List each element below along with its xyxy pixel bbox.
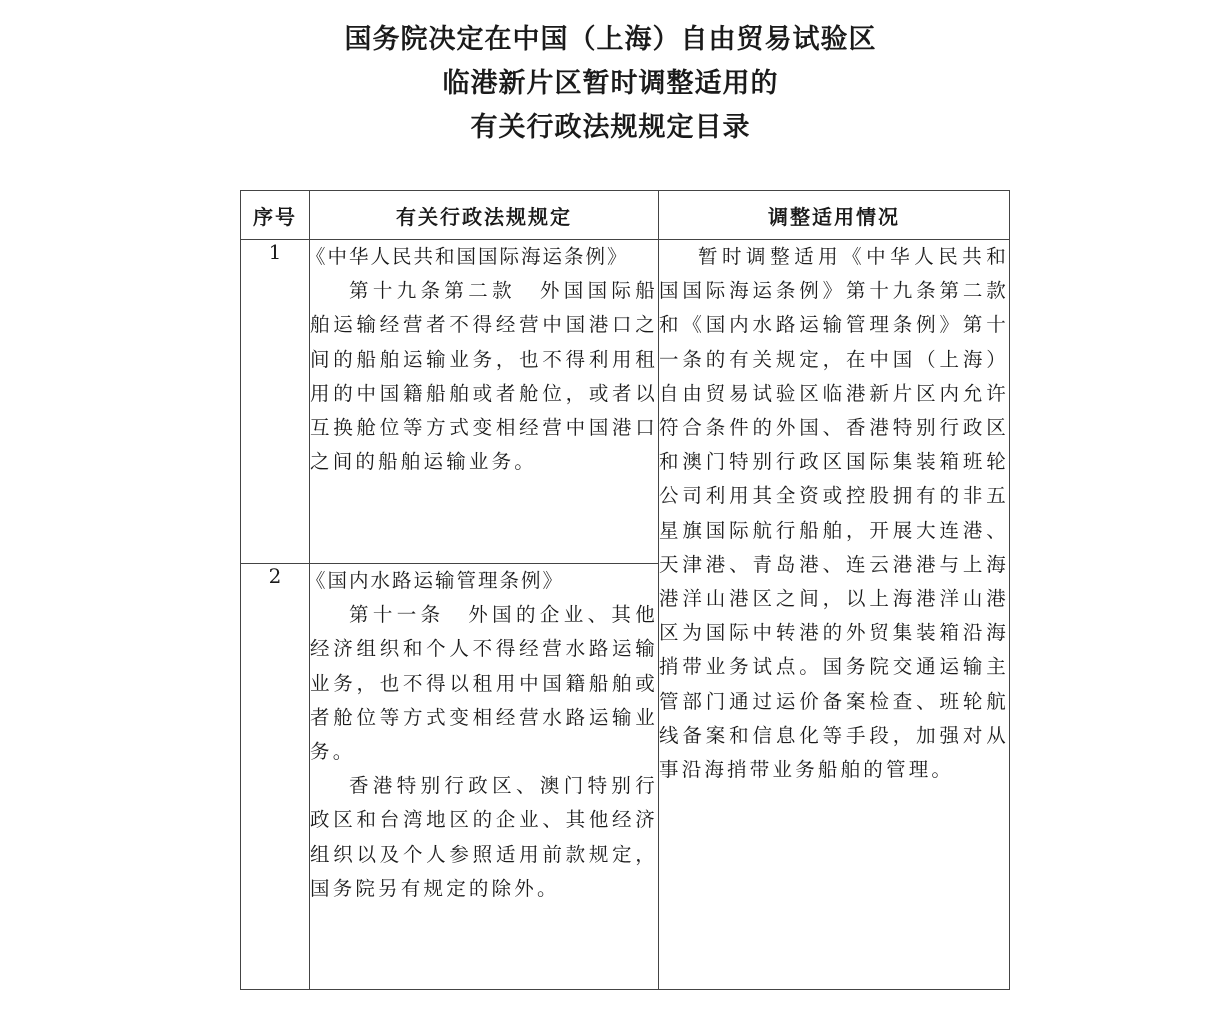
title-line-3: 有关行政法规规定目录 — [470, 112, 751, 143]
header-seq: 序号 — [241, 191, 310, 240]
regulation-cell — [306, 240, 659, 564]
regulation-source: 《国内水路运输管理条例》 — [306, 569, 565, 592]
regulation-paragraph: 第十九条第二款 外国国际船舶运输经营者不得经营中国港口之间的船舶运输业务，也不得利用租用的中国籍船舶或者舱位，或者以互换舱位等方式变相经营中国港口之间的船舶运输业务。 — [310, 279, 658, 474]
document-title — [0, 18, 1221, 150]
header-adjustment: 调整适用情况 — [659, 191, 1010, 240]
regulation-paragraph: 香港特别行政区、澳门特别行政区和台湾地区的企业、其他经济组织以及个人参照适用前款规定，国务院另有规定的除外。 — [310, 774, 658, 900]
regulation-source: 《中华人民共和国国际海运条例》 — [306, 245, 629, 268]
table-header-row — [241, 191, 1010, 240]
row-number: 2 — [241, 564, 310, 990]
adjustment-text: 暂时调整适用《中华人民共和国国际海运条例》第十九条第二款和《国内水路运输管理条例》第十一条的有关规定，在中国（上海）自由贸易试验区临港新片区内允许符合条件的外国、香港特别行政区和澳门特别行政区国际集装箱班轮公司利用其全资或控股拥有的非五星旗国际航行船舶，开展大连港、天津港、青岛港、连云港港与上海港洋山港区之间，以上海港洋山港区为国际中转港的外贸集装箱沿海捎带业务试点。国务院交通运输主管部门通过运价备案检查、班轮航线备案和信息化等手段，加强对从事沿海捎带业务船舶的管理。 — [659, 245, 1009, 782]
regulation-paragraph: 第十一条 外国的企业、其他经济组织和个人不得经营水路运输业务，也不得以租用中国籍船舶或者舱位等方式变相经营水路运输业务。 — [310, 603, 658, 764]
title-line-1: 国务院决定在中国（上海）自由贸易试验区 — [344, 24, 877, 55]
adjustment-cell — [659, 240, 1010, 990]
title-line-2: 临港新片区暂时调整适用的 — [442, 68, 779, 99]
row-number: 1 — [241, 240, 310, 564]
header-regulation: 有关行政法规规定 — [310, 191, 659, 240]
regulation-table — [240, 190, 1010, 990]
regulation-cell — [306, 564, 659, 990]
table-row — [241, 240, 1010, 564]
